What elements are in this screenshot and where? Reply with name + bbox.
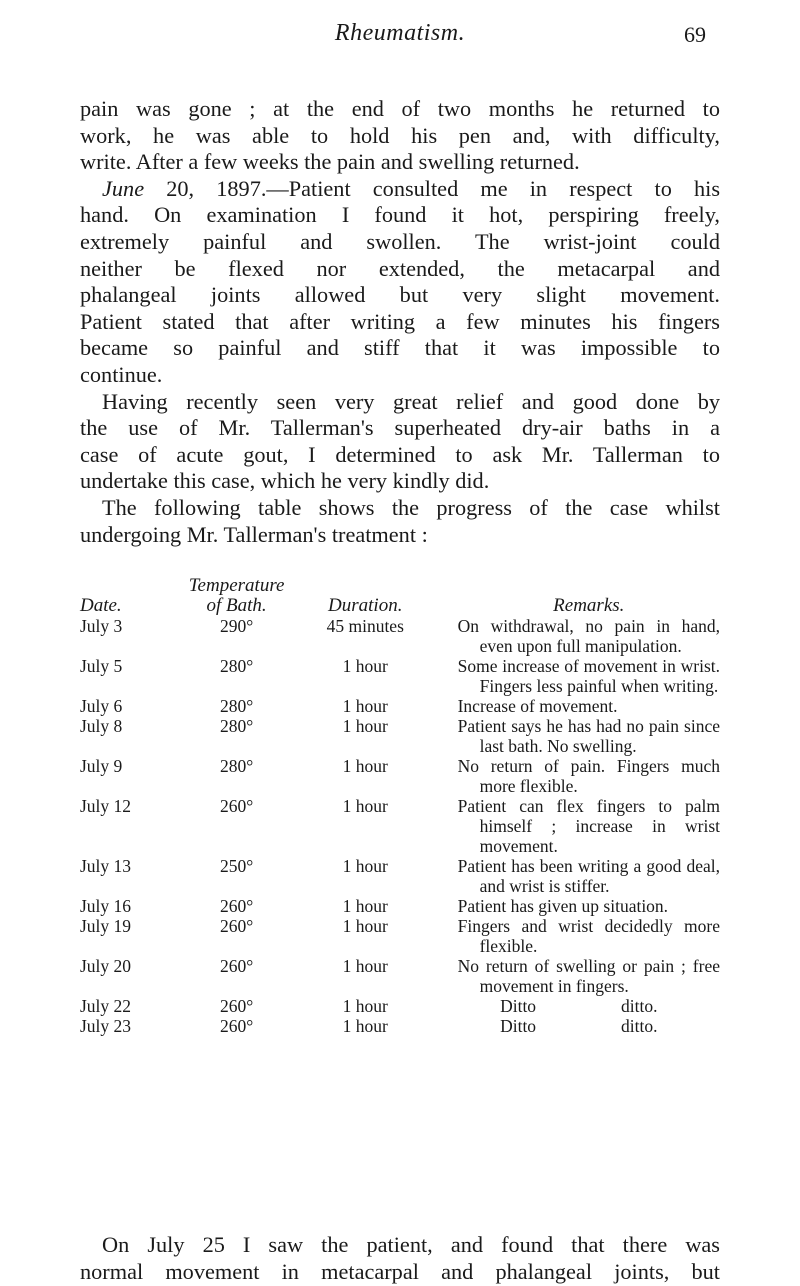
- text-line: pain was gone ; at the end of two months he returned to: [80, 96, 720, 121]
- text-line: write. After a few weeks the pain and swelling returned.: [80, 149, 580, 175]
- cell-date: July 13: [80, 856, 132, 876]
- cell-temperature: 280°: [219, 716, 254, 736]
- text-line: extremely painful and swollen. The wrist-joint could: [80, 228, 720, 254]
- table-row: [80, 996, 720, 1016]
- text-line: case of acute gout, I determined to ask Mr. Tallerman to: [80, 441, 720, 467]
- remarks-ditto-a: Ditto: [500, 1016, 537, 1036]
- remarks-ditto-a: Ditto: [500, 996, 537, 1016]
- cell-date: July 23: [80, 1016, 132, 1036]
- remarks-ditto: [458, 1016, 720, 1036]
- cell-date: July 8: [80, 716, 123, 736]
- remarks-text: Fingers and wrist decidedly more flexible.: [457, 916, 720, 956]
- cell-date: July 6: [80, 696, 123, 716]
- cell-duration: 1 hour: [342, 716, 388, 736]
- text-line: undertake this case, which he very kindly did.: [80, 468, 490, 494]
- header-temperature-line2: of Bath.: [206, 595, 267, 616]
- cell-duration: 1 hour: [342, 656, 388, 676]
- cell-remarks: [433, 956, 720, 996]
- table-row: [80, 756, 720, 796]
- cell-duration: 1 hour: [342, 996, 388, 1016]
- treatment-table: [80, 576, 720, 1036]
- text-line: undergoing Mr. Tallerman's treatment :: [80, 521, 428, 547]
- cell-temperature: 280°: [219, 696, 254, 716]
- header-remarks: Remarks.: [553, 595, 625, 616]
- body-text-upper: [80, 96, 720, 548]
- cell-remarks: [433, 716, 720, 756]
- table-row: [80, 856, 720, 896]
- table-row: [80, 656, 720, 696]
- remarks-text: No return of pain. Fingers much more flexible.: [457, 756, 720, 796]
- cell-duration: 1 hour: [342, 1016, 388, 1036]
- cell-duration: 1 hour: [342, 916, 388, 936]
- cell-temperature: 260°: [219, 916, 254, 936]
- text-line: phalangeal joints allowed but very slight movement.: [80, 282, 720, 308]
- cell-remarks: [433, 796, 720, 856]
- header-date: Date.: [80, 595, 122, 616]
- cell-temperature: 260°: [219, 896, 254, 916]
- text-line-dated: [80, 176, 720, 203]
- cell-remarks: [433, 916, 720, 956]
- header-temperature: [175, 576, 298, 616]
- cell-temperature: 290°: [219, 616, 254, 636]
- text-line: work, he was able to hold his pen and, with difficulty,: [80, 122, 720, 148]
- remarks-text: Patient has given up situation.: [457, 896, 669, 916]
- cell-duration: 1 hour: [342, 756, 388, 776]
- text-line: became so painful and stiff that it was impossible to: [80, 335, 720, 361]
- cell-date: July 19: [80, 916, 132, 936]
- remarks-text: No return of swelling or pain ; free movement in fingers.: [457, 956, 720, 996]
- text-line: normal movement in metacarpal and phalangeal joints, but: [80, 1258, 720, 1284]
- remarks-text: Patient says he has had no pain since last bath. No swelling.: [457, 716, 720, 756]
- text-line: Having recently seen very great relief and good done by: [102, 388, 720, 414]
- table-row: [80, 616, 720, 656]
- header-temperature-line1: Temperature: [188, 575, 285, 596]
- cell-duration: 45 minutes: [326, 616, 404, 636]
- cell-temperature: 260°: [219, 996, 254, 1016]
- cell-remarks: [433, 996, 720, 1016]
- text-line: On July 25 I saw the patient, and found that there was: [102, 1232, 720, 1257]
- paragraph-5: [80, 1232, 720, 1259]
- cell-date: July 22: [80, 996, 132, 1016]
- cell-temperature: 250°: [219, 856, 254, 876]
- table-row: [80, 716, 720, 756]
- cell-remarks: [433, 696, 720, 716]
- paragraph-2-cont: [80, 202, 720, 388]
- cell-remarks: [433, 756, 720, 796]
- cell-temperature: 260°: [219, 1016, 254, 1036]
- cell-remarks: [433, 1016, 720, 1036]
- table-row: [80, 916, 720, 956]
- remarks-ditto-b: ditto.: [621, 996, 658, 1016]
- paragraph-2: [80, 176, 720, 203]
- table-row: [80, 956, 720, 996]
- cell-temperature: 260°: [219, 796, 254, 816]
- cell-duration: 1 hour: [342, 696, 388, 716]
- cell-date: July 20: [80, 956, 132, 976]
- table-header-row: [80, 576, 720, 616]
- entry-date: June: [102, 175, 145, 201]
- text-line: hand. On examination I found it hot, perspiring freely,: [80, 202, 720, 228]
- text-line: the use of Mr. Tallerman's superheated dry-air baths in a: [80, 415, 720, 441]
- table-row: [80, 696, 720, 716]
- cell-duration: 1 hour: [342, 896, 388, 916]
- cell-date: July 12: [80, 796, 132, 816]
- cell-remarks: [433, 856, 720, 896]
- page-number: 69: [684, 22, 706, 47]
- table-row: [80, 796, 720, 856]
- cell-remarks: [433, 656, 720, 696]
- remarks-ditto: [458, 996, 720, 1016]
- running-head: Rheumatism.: [334, 20, 466, 46]
- cell-duration: 1 hour: [342, 856, 388, 876]
- paragraph-4-cont: [80, 522, 720, 549]
- table-row: [80, 1016, 720, 1036]
- text-line: Patient stated that after writing a few minutes his fingers: [80, 308, 720, 334]
- cell-remarks: [433, 896, 720, 916]
- cell-duration: 1 hour: [342, 956, 388, 976]
- entry-date-rest: 20, 1897.—Patient consulted me in respect to his: [144, 175, 720, 201]
- remarks-text: Some increase of movement in wrist. Fingers less painful when writing.: [457, 656, 720, 696]
- paragraph-4: [80, 495, 720, 522]
- table-row: [80, 896, 720, 916]
- cell-date: July 16: [80, 896, 132, 916]
- cell-temperature: 260°: [219, 956, 254, 976]
- remarks-ditto-b: ditto.: [621, 1016, 658, 1036]
- body-text-lower: [80, 1232, 720, 1285]
- cell-remarks: [433, 616, 720, 656]
- page-header: [80, 20, 720, 68]
- cell-date: July 9: [80, 756, 123, 776]
- cell-temperature: 280°: [219, 756, 254, 776]
- paragraph-3: [80, 389, 720, 416]
- paragraph-1: [80, 96, 720, 176]
- remarks-text: Increase of movement.: [457, 696, 618, 716]
- text-line: continue.: [80, 361, 163, 387]
- text-line: The following table shows the progress of the case whilst: [102, 494, 720, 520]
- cell-temperature: 280°: [219, 656, 254, 676]
- cell-duration: 1 hour: [342, 796, 388, 816]
- remarks-text: Patient can flex fingers to palm himself ; increase in wrist movement.: [457, 796, 720, 856]
- remarks-text: On withdrawal, no pain in hand, even upon full manipulation.: [457, 616, 720, 656]
- remarks-text: Patient has been writing a good deal, and wrist is stiffer.: [457, 856, 720, 896]
- paragraph-5-cont: [80, 1259, 720, 1286]
- paragraph-3-cont: [80, 415, 720, 495]
- header-duration: Duration.: [328, 595, 403, 616]
- cell-date: July 3: [80, 616, 123, 636]
- cell-date: July 5: [80, 656, 123, 676]
- text-line: neither be flexed nor extended, the metacarpal and: [80, 255, 720, 281]
